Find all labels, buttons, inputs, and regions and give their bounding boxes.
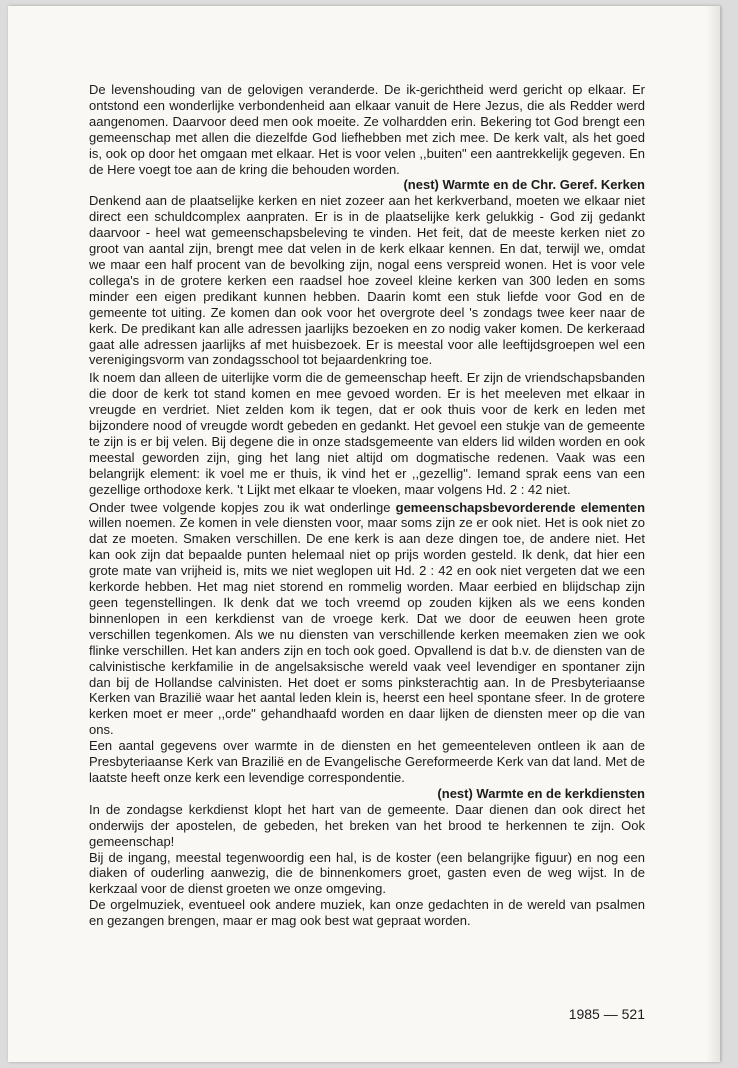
paragraph: De levenshouding van de gelovigen veranderde. De ik-gerichtheid werd gericht op elkaar. Er ontstond een wonderlijke verbondenheid aan elkaar vanuit de Here Jezus, die als Redder werd aangenomen. Daarvoor deed men ook moeite. Ze volhardden erin. Bekering tot God brengt een gemeenschap met allen die diezelfde God liefhebben met zich mee. De kerk valt, als het goed is, ook op door het omgaan met elkaar. Het is voor velen ,,buiten" een aantrekkelijk gegeven. En de Here voegt toe aan de kring die behouden worden. bbox=[89, 82, 645, 177]
page-number: 1985 — 521 bbox=[568, 1006, 645, 1022]
emphasis-text: gemeenschapsbevorderende elementen bbox=[395, 499, 646, 515]
paragraph-text: willen noemen. Ze komen in vele diensten voor, maar soms zijn ze er ook niet. Het is ook niet zo dat ze moeten. Smaken verschillen. De ene kerk is aan deze dingen toe, de andere niet. Het kan ook zijn dat bepaalde punten helemaal niet op prijs worden gesteld. Ik denk, dat hier een grote mate van vrijheid is, mits we niet weglopen uit Hd. 2 : 42 en ook niet vergeten dat we een kerkorde hebben. Het mag niet storend en rommelig worden. Maar eerbied en blijdschap zijn geen tegenstellingen. Ik denk dat we toch vreemd op zouden kijken als we eens konden binnenlopen in een kerkdienst van de vroege kerk. Dat we door de eeuwen heen grote verschillen tegenkomen. Als we nu diensten van verschillende kerken meemaken zien we ook flinke verschillen. Het kan anders zijn en toch ook goed. Opvallend is dat b.v. de diensten van de calvinistische kerkfamilie in de angelsaksische wereld vaak veel levendiger en spontaner zijn dan bij de Hollandse calvinisten. Het doet er soms pinksterachtig aan. In de Presbyteriaanse Kerken van Brazilië waar het aantal leden klein is, heerst een heel spontane sfeer. In de grotere kerken moet er meer ,,orde" gehandhaafd worden en daar lijken de diensten meer op die van ons. bbox=[89, 515, 645, 738]
paragraph: Bij de ingang, meestal tegenwoordig een hal, is de koster (een belangrijke figuur) en nog een diaken of ouderling aanwezig, die de binnenkomers groet, gasten even de weg wijst. In de kerkzaal voor de dienst groeten we onze omgeving. bbox=[89, 849, 645, 897]
section-heading-chr-geref: (nest) Warmte en de Chr. Geref. Kerken bbox=[403, 177, 645, 193]
page-spine-shadow bbox=[706, 6, 720, 1062]
paragraph: Een aantal gegevens over warmte in de diensten en het gemeenteleven ontleen ik aan de Presbyteriaanse Kerk van Brazilië en de Evangelische Gereformeerde Kerk van dat land. Met de laatste heeft onze kerk een levendige correspondentie. bbox=[89, 738, 645, 785]
paragraph: Denkend aan de plaatselijke kerken en niet zozeer aan het kerkverband, moeten we elkaar niet direct een schuldcomplex aanpraten. Er is in de plaatselijke kerk gelukkig - God zij gedankt daarvoor - heel wat gemeenschapsbeleving te vinden. Het feit, dat de meeste kerken niet zo groot van aantal zijn, brengt mee dat velen in de kerk elkaar kennen. En dat, terwijl we, omdat we maar een half procent van de bevolking zijn, nogal eens verspreid wonen. Het is voor vele collega's in de grotere kerken een raadsel hoe zoveel kleine kerken van 300 leden en soms minder een eigen predikant kunnen hebben. Daarin komt een stuk liefde voor God en de gemeente tot uiting. Ze komen dan ook voor het overgrote deel 's zondags twee keer naar de kerk. De predikant kan alle adressen jaarlijks bezoeken en zo nodig vaker komen. De kerkeraad gaat alle adressen jaarlijks af met huisbezoek. Er is meestal voor alle leeftijdsgroepen wel een verenigingsvorm van zondagsschool tot bejaardenkring toe. bbox=[89, 193, 645, 368]
paragraph-with-emphasis bbox=[89, 500, 645, 739]
paragraph: Ik noem dan alleen de uiterlijke vorm die de gemeenschap heeft. Er zijn de vriendschapsbanden die door de kerk tot stand komen en mee gevoed worden. Er is het meeleven met elkaar in vreugde en verdriet. Niet zelden kom ik tegen, dat er ook thuis voor de kerk en leden met bijzondere nood of vreugde wordt gebeden en gedankt. Het gevoel een stukje van de gemeente te zijn is er bij velen. Bij degene die in onze stadsgemeente van elders lid wilden worden en ook meestal geworden zijn, ging het lang niet altijd om dogmatische redenen. Vaak was een belangrijk element: ik voel me er thuis, ik vind het er ,,gezellig". Iemand sprak eens van een gezellige orthodoxe kerk. 't Lijkt met elkaar te vloeken, maar volgens Hd. 2 : 42 niet. bbox=[89, 370, 645, 497]
article-body bbox=[89, 82, 645, 929]
page-sheet bbox=[8, 6, 720, 1062]
section-heading-kerkdiensten: (nest) Warmte en de kerkdiensten bbox=[437, 785, 645, 801]
paragraph-text: Onder twee volgende kopjes zou ik wat onderlinge bbox=[89, 499, 396, 515]
paragraph: De orgelmuziek, eventueel ook andere muziek, kan onze gedachten in de wereld van psalmen en gezangen brengen, maar er mag ook best wat gepraat worden. bbox=[89, 897, 645, 929]
paragraph: In de zondagse kerkdienst klopt het hart van de gemeente. Daar dienen dan ook direct het onderwijs der apostelen, de gebeden, het breken van het brood te herkennen te zijn. Ook gemeenschap! bbox=[89, 801, 645, 849]
